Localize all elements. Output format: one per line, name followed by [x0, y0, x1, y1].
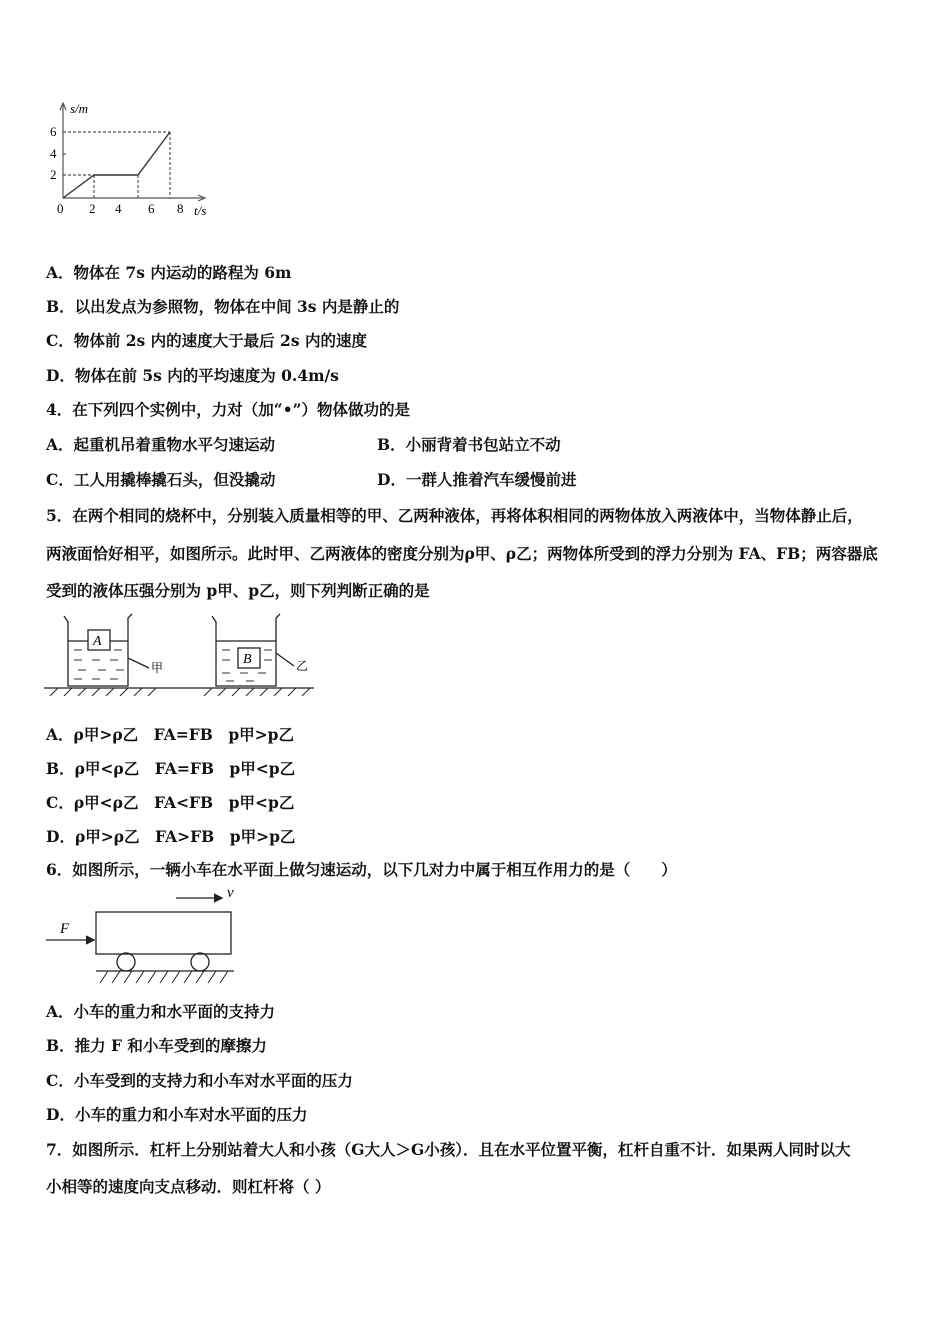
x-tick: 6 [148, 201, 155, 216]
q4-option-d: D．一群人推着汽车缓慢前进 [377, 470, 577, 489]
q3-option-b: B．以出发点为参照物，物体在中间 3s 内是静止的 [46, 297, 400, 316]
q3-option-a: A．物体在 7s 内运动的路程为 6m [46, 263, 292, 282]
velocity-label: v [227, 885, 234, 901]
cart-figure [44, 884, 244, 992]
q4-option-b: B．小丽背着书包站立不动 [377, 435, 561, 454]
force-label: F [60, 921, 70, 937]
x-tick: 2 [89, 201, 96, 216]
x-axis-label: t/s [194, 203, 207, 218]
x-tick: 4 [115, 201, 122, 216]
st-curve [63, 132, 170, 198]
q5-stem-line-2: 两液面恰好相平，如图所示。此时甲、乙两液体的密度分别为ρ甲、ρ乙；两物体所受到的浮力分别为 FA、FB；两容器底 [46, 544, 878, 563]
q3-option-c: C．物体前 2s 内的速度大于最后 2s 内的速度 [46, 331, 367, 350]
liquid-a-label: 甲 [151, 661, 164, 675]
q5-stem-line-1: 5．在两个相同的烧杯中，分别装入质量相等的甲、乙两种液体，再将体积相同的两物体放入两液体中，当物体静止后， [46, 506, 863, 525]
q5-option-c: C．ρ甲<ρ乙 FA<FB p甲<p乙 [46, 793, 295, 812]
q7-stem-line-1: 7．如图所示．杠杆上分别站着大人和小孩（G大人＞G小孩）．且在水平位置平衡，杠杆自重不计．如果两人同时以大 [46, 1140, 851, 1159]
q6-option-d: D．小车的重力和小车对水平面的压力 [46, 1105, 308, 1124]
y-tick: 2 [50, 167, 57, 182]
y-tick: 4 [50, 146, 57, 161]
beakers-figure [44, 608, 324, 698]
q5-option-a: A．ρ甲>ρ乙 FA=FB p甲>p乙 [46, 725, 295, 744]
q6-stem: 6．如图所示，一辆小车在水平面上做匀速运动，以下几对力中属于相互作用力的是（ ） [46, 860, 677, 879]
q6-option-b: B．推力 F 和小车受到的摩擦力 [46, 1036, 267, 1055]
y-tick: 6 [50, 124, 57, 139]
q4-stem: 4．在下列四个实例中，力对（加“•”）物体做功的是 [46, 400, 411, 419]
q4-option-a: A．起重机吊着重物水平匀速运动 [46, 435, 276, 454]
q5-stem-line-3: 受到的液体压强分别为 p甲、p乙，则下列判断正确的是 [46, 581, 430, 600]
q3-option-d: D．物体在前 5s 内的平均速度为 0.4m/s [46, 366, 339, 385]
q5-option-d: D．ρ甲>ρ乙 FA>FB p甲>p乙 [46, 827, 296, 846]
block-b-label: B [243, 652, 252, 667]
x-tick: 0 [57, 201, 64, 216]
y-axis-label: s/m [70, 101, 89, 116]
q4-option-c: C．工人用撬棒撬石头，但没撬动 [46, 470, 276, 489]
block-a-label: A [93, 634, 102, 649]
q6-option-a: A．小车的重力和水平面的支持力 [46, 1002, 276, 1021]
q5-option-b: B．ρ甲<ρ乙 FA=FB p甲<p乙 [46, 759, 296, 778]
q7-stem-line-2: 小相等的速度向支点移动．则杠杆将（ ） [46, 1177, 331, 1196]
s-t-graph [48, 95, 218, 225]
liquid-b-label: 乙 [296, 659, 309, 673]
q6-option-c: C．小车受到的支持力和小车对水平面的压力 [46, 1071, 353, 1090]
x-tick: 8 [177, 201, 184, 216]
